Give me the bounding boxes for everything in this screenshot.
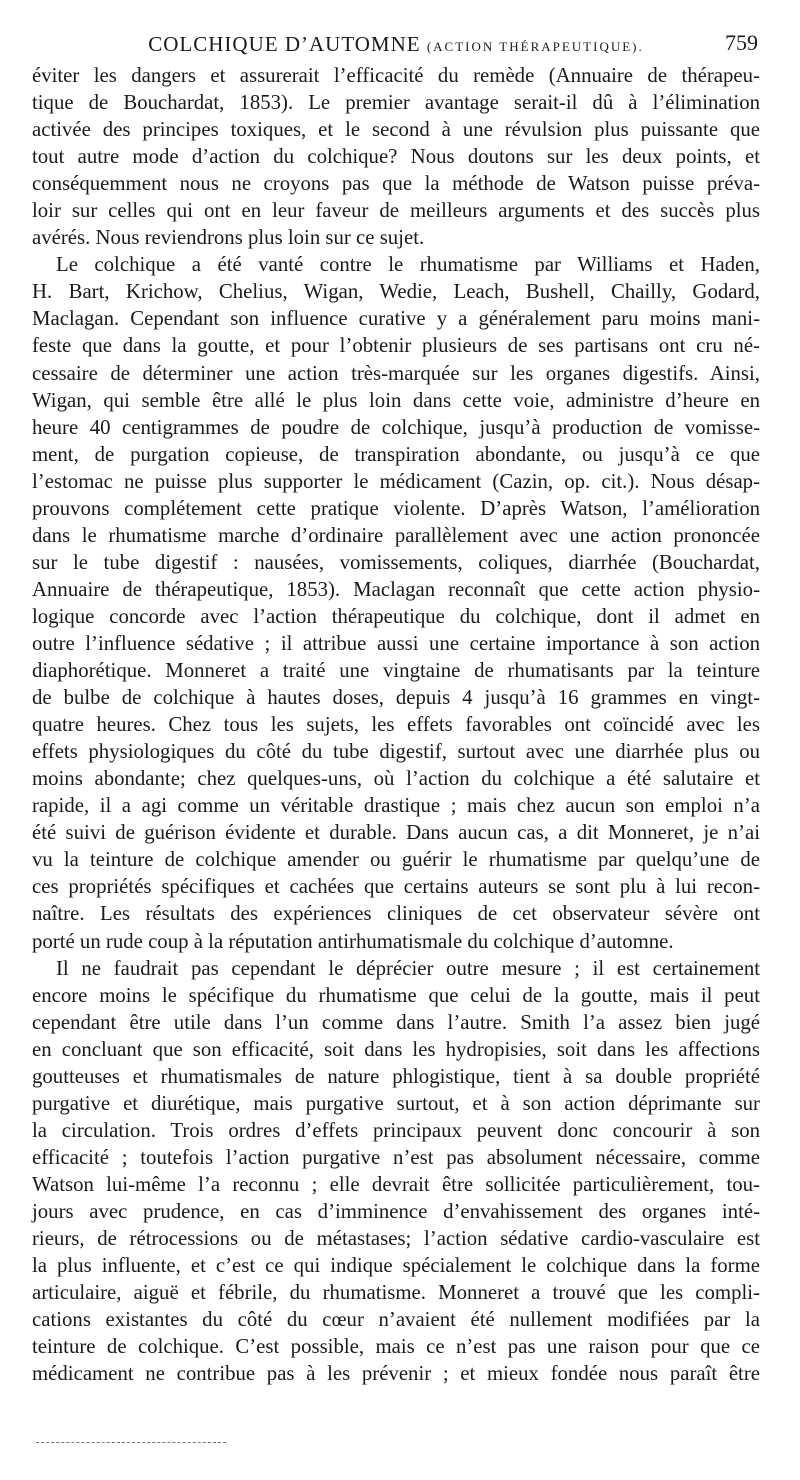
text-line: dans le rhumatisme marche d’ordinaire parallèlement avec une action prononcée bbox=[32, 523, 760, 547]
text-line: quatre heures. Chez tous les sujets, les effets favorables ont coïncidé avec les bbox=[32, 713, 760, 737]
text-line: effets physiologiques du côté du tube digestif, surtout avec une diarrhée plus ou bbox=[32, 740, 760, 764]
text-line: sur le tube digestif : nausées, vomissements, coliques, diarrhée (Bouchardat, bbox=[32, 550, 760, 574]
text-line: ment, de purgation copieuse, de transpiration abondante, ou jusqu’à ce que bbox=[32, 442, 760, 466]
text-line: prouvons complétement cette pratique violente. D’après Watson, l’amélioration bbox=[32, 496, 760, 520]
text-line: vu la teinture de colchique amender ou guérir le rhumatisme par quelqu’une de bbox=[32, 848, 760, 872]
text-line: diaphorétique. Monneret a traité une vingtaine de rhumatisants par la teinture bbox=[32, 659, 760, 683]
text-line: encore moins le spécifique du rhumatisme que celui de la goutte, mais il peut bbox=[32, 983, 760, 1007]
running-title-subtitle: (ACTION THÉRAPEUTIQUE). bbox=[426, 39, 644, 54]
text-line: articulaire, aiguë et fébrile, du rhumatisme. Monneret a trouvé que les compli- bbox=[32, 1281, 760, 1305]
text-line: éviter les dangers et assurerait l’efficacité du remède (Annuaire de thérapeu- bbox=[32, 64, 760, 87]
text-line: porté un rude coup à la réputation antirhumatismale du colchique d’automne. bbox=[32, 929, 674, 953]
text-line: Annuaire de thérapeutique, 1853). Maclagan reconnaît que cette action physio- bbox=[32, 577, 760, 601]
text-line: efficacité ; toutefois l’action purgative n’est pas absolument nécessaire, comme bbox=[32, 1145, 760, 1169]
text-line: l’estomac ne puisse plus supporter le médicament (Cazin, op. cit.). Nous désap- bbox=[32, 469, 760, 493]
text-line: activée des principes toxiques, et le second à une révulsion plus puissante que bbox=[32, 118, 760, 142]
text-line: purgative et diurétique, mais purgative surtout, et à son action déprimante sur bbox=[32, 1091, 760, 1115]
running-title bbox=[32, 32, 760, 57]
text-line: médicament ne contribue pas à les prévenir ; et mieux fondée nous paraît être bbox=[32, 1362, 760, 1386]
text-line: cessaire de déterminer une action très-marquée sur les organes digestifs. Ainsi, bbox=[32, 361, 760, 385]
text-line: Maclagan. Cependant son influence curative y a généralement paru moins mani- bbox=[32, 307, 760, 331]
text-line: loir sur celles qui ont en leur faveur de meilleurs arguments et des succès plus bbox=[32, 199, 760, 223]
text-line: en concluant que son efficacité, soit dans les hydropisies, soit dans les affections bbox=[32, 1037, 760, 1061]
text-line: feste que dans la goutte, et pour l’obtenir plusieurs de ses partisans ont cru né- bbox=[32, 334, 760, 358]
text-line: cations existantes du côté du cœur n’avaient été nullement modifiées par la bbox=[32, 1308, 760, 1332]
text-line: la plus influente, et c’est ce qui indique spécialement le colchique dans la forme bbox=[32, 1254, 760, 1278]
text-line: tout autre mode d’action du colchique? Nous doutons sur les deux points, et bbox=[32, 145, 760, 169]
text-line: Watson lui-même l’a reconnu ; elle devrait être sollicitée particulièrement, tou- bbox=[32, 1172, 760, 1196]
text-line: H. Bart, Krichow, Chelius, Wigan, Wedie, Leach, Bushell, Chailly, Godard, bbox=[32, 280, 760, 304]
text-line: Le colchique a été vanté contre le rhumatisme par Williams et Haden, bbox=[56, 253, 760, 277]
text-line: été suivi de guérison évidente et durable. Dans aucun cas, a dit Monneret, je n’ai bbox=[32, 821, 760, 845]
text-line: rapide, il a agi comme un véritable drastique ; mais chez aucun son emploi n’a bbox=[32, 794, 760, 818]
text-line: jours avec prudence, en cas d’imminence d’envahissement des organes inté- bbox=[32, 1199, 760, 1223]
footer-rule bbox=[36, 1442, 226, 1443]
text-line: cependant être utile dans l’un comme dans l’autre. Smith l’a assez bien jugé bbox=[32, 1010, 760, 1034]
page-number: 759 bbox=[725, 30, 758, 55]
text-line: tique de Bouchardat, 1853). Le premier avantage serait-il dû à l’élimination bbox=[32, 91, 760, 115]
text-line: naître. Les résultats des expériences cliniques de cet observateur sévère ont bbox=[32, 902, 760, 926]
text-line: outre l’influence sédative ; il attribue aussi une certaine importance à son action bbox=[32, 631, 760, 655]
running-head bbox=[32, 30, 760, 58]
text-line: heure 40 centigrammes de poudre de colchique, jusqu’à production de vomisse- bbox=[32, 415, 760, 439]
text-line: moins abondante; chez quelques-uns, où l’action du colchique a été salutaire et bbox=[32, 767, 760, 791]
text-line: Il ne faudrait pas cependant le déprécier outre mesure ; il est certainement bbox=[56, 956, 760, 980]
book-page bbox=[32, 0, 760, 1480]
text-line: logique concorde avec l’action thérapeutique du colchique, dont il admet en bbox=[32, 604, 760, 628]
body-text bbox=[32, 62, 760, 1387]
text-line: conséquemment nous ne croyons pas que la méthode de Watson puisse préva- bbox=[32, 172, 760, 196]
text-line: Wigan, qui semble être allé le plus loin dans cette voie, administre d’heure en bbox=[32, 388, 760, 412]
text-line: teinture de colchique. C’est possible, mais ce n’est pas une raison pour que ce bbox=[32, 1335, 760, 1359]
text-line: avérés. Nous reviendrons plus loin sur ce sujet. bbox=[32, 226, 425, 250]
running-title-main: COLCHIQUE D’AUTOMNE bbox=[148, 32, 421, 56]
text-line: ces propriétés spécifiques et cachées que certains auteurs se sont plu à lui recon- bbox=[32, 875, 760, 899]
text-line: la circulation. Trois ordres d’effets principaux peuvent donc concourir à son bbox=[32, 1118, 760, 1142]
text-line: goutteuses et rhumatismales de nature phlogistique, tient à sa double propriété bbox=[32, 1064, 760, 1088]
text-line: rieurs, de rétrocessions ou de métastases; l’action sédative cardio-vasculaire est bbox=[32, 1227, 760, 1251]
text-line: de bulbe de colchique à hautes doses, depuis 4 jusqu’à 16 grammes en vingt- bbox=[32, 686, 760, 710]
